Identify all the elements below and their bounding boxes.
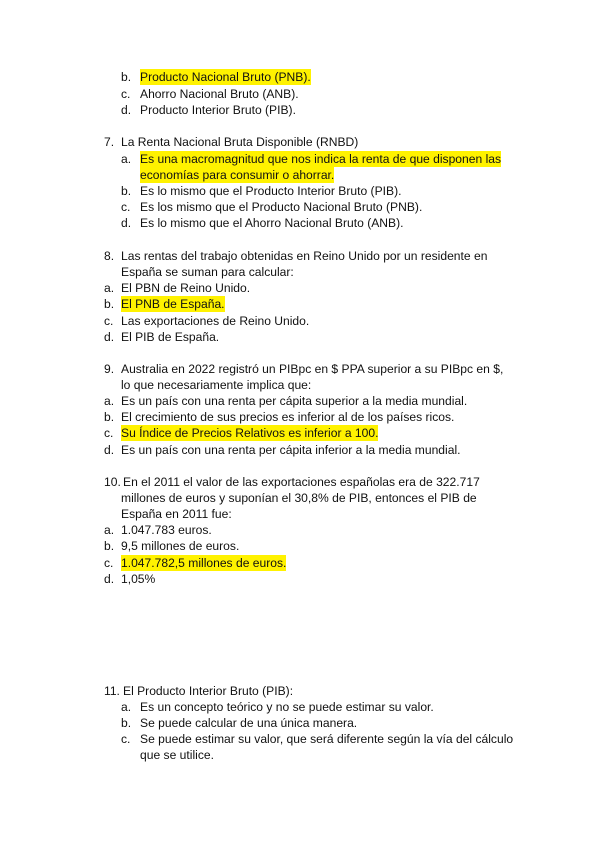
- question-number: 11.: [104, 684, 120, 698]
- option-text: Es un país con una renta per cápita superior a la media mundial.: [121, 394, 468, 408]
- option-text-highlighted: 1.047.782,5 millones de euros.: [121, 556, 287, 570]
- option-text: Producto Interior Bruto (PIB).: [140, 103, 296, 117]
- option-text: Es los mismo que el Producto Nacional Bruto (PNB).: [140, 200, 423, 214]
- option-text: que se utilice.: [140, 748, 214, 762]
- question-number: 8.: [104, 249, 115, 263]
- option-text: 1.047.783 euros.: [121, 523, 212, 537]
- option-text-highlighted: El PNB de España.: [121, 297, 225, 311]
- option-text-highlighted: Es una macromagnitud que nos indica la renta de que disponen las: [140, 152, 502, 166]
- question-number: 7.: [104, 135, 115, 149]
- option-text: El PBN de Reino Unido.: [121, 281, 251, 295]
- option-text: Ahorro Nacional Bruto (ANB).: [140, 87, 299, 101]
- question-number: 10.: [104, 475, 121, 489]
- option-text: Es lo mismo que el Producto Interior Bruto (PIB).: [140, 184, 402, 198]
- question-number: 9.: [104, 362, 115, 376]
- option-text: Es un país con una renta per cápita inferior a la media mundial.: [121, 443, 461, 457]
- option-text: El crecimiento de sus precios es inferior al de los países ricos.: [121, 410, 455, 424]
- option-text: Las exportaciones de Reino Unido.: [121, 314, 310, 328]
- option-text-highlighted: Su Índice de Precios Relativos es inferior a 100.: [121, 426, 379, 440]
- option-text: Se puede estimar su valor, que será diferente según la vía del cálculo: [140, 732, 514, 746]
- document-page: b. Producto Nacional Bruto (PNB). c. Ahorro Nacional Bruto (ANB). d. Producto Interior Bruto (PIB). 7. La Renta Nacional Bruta Disponible (RNBD) a. Es una macromagnitud que nos indica la renta de que disponen las economías para consumir o ahorrar. b. Es lo mismo que el Producto Interior Bruto (PIB). c. Es los mismo que el Producto Nacional Bruto (PNB). d. Es lo mismo que el Ahorro Nacional Bruto (ANB). 8. Las rentas del trabajo obtenidas en Reino Unido por un residente en España se suman para calcular: a. El PBN de Reino Unido. b. El PNB de España. c. Las exportaciones de Reino Unido. d. El PIB de España. 9. Australia en 2022 registró un PIBpc en $ PPA superior a su PIBpc en $, lo que necesariamente implica que: a. Es un país con una renta per cápita superior a la media mundial. b. El crecimiento de sus precios es inferior al de los países ricos. c. Su Índice de Precios Relativos es inferior a 100. d. Es un país con una renta per cápita inferior a la media mundial. 10. En el 2011 el valor de las exportaciones españolas era de 322.717 millones de euros y suponían el 30,8% de PIB, entonces el PIB de España en 2011 fue: a. 1.047.783 euros. b. 9,5 millones de euros. c. 1.047.782,5 millones de euros. d. 1,05% 11. El Producto Interior Bruto (PIB): a. Es un concepto teórico y no se puede estimar su valor. b. Se puede calcular de una única manera. c. Se puede estimar su valor, que será diferente según la vía del cálculo que se utilice.: [104, 70, 514, 762]
- option-text: Es un concepto teórico y no se puede estimar su valor.: [140, 700, 434, 714]
- option-text-highlighted: economías para consumir o ahorrar.: [140, 168, 335, 182]
- option-text: El PIB de España.: [121, 330, 220, 344]
- option-text: 1,05%: [121, 572, 156, 586]
- option-text: Se puede calcular de una única manera.: [140, 716, 358, 730]
- option-text-highlighted: Producto Nacional Bruto (PNB).: [140, 70, 311, 84]
- option-text: 9,5 millones de euros.: [121, 539, 240, 553]
- option-text: Es lo mismo que el Ahorro Nacional Bruto (ANB).: [140, 216, 404, 230]
